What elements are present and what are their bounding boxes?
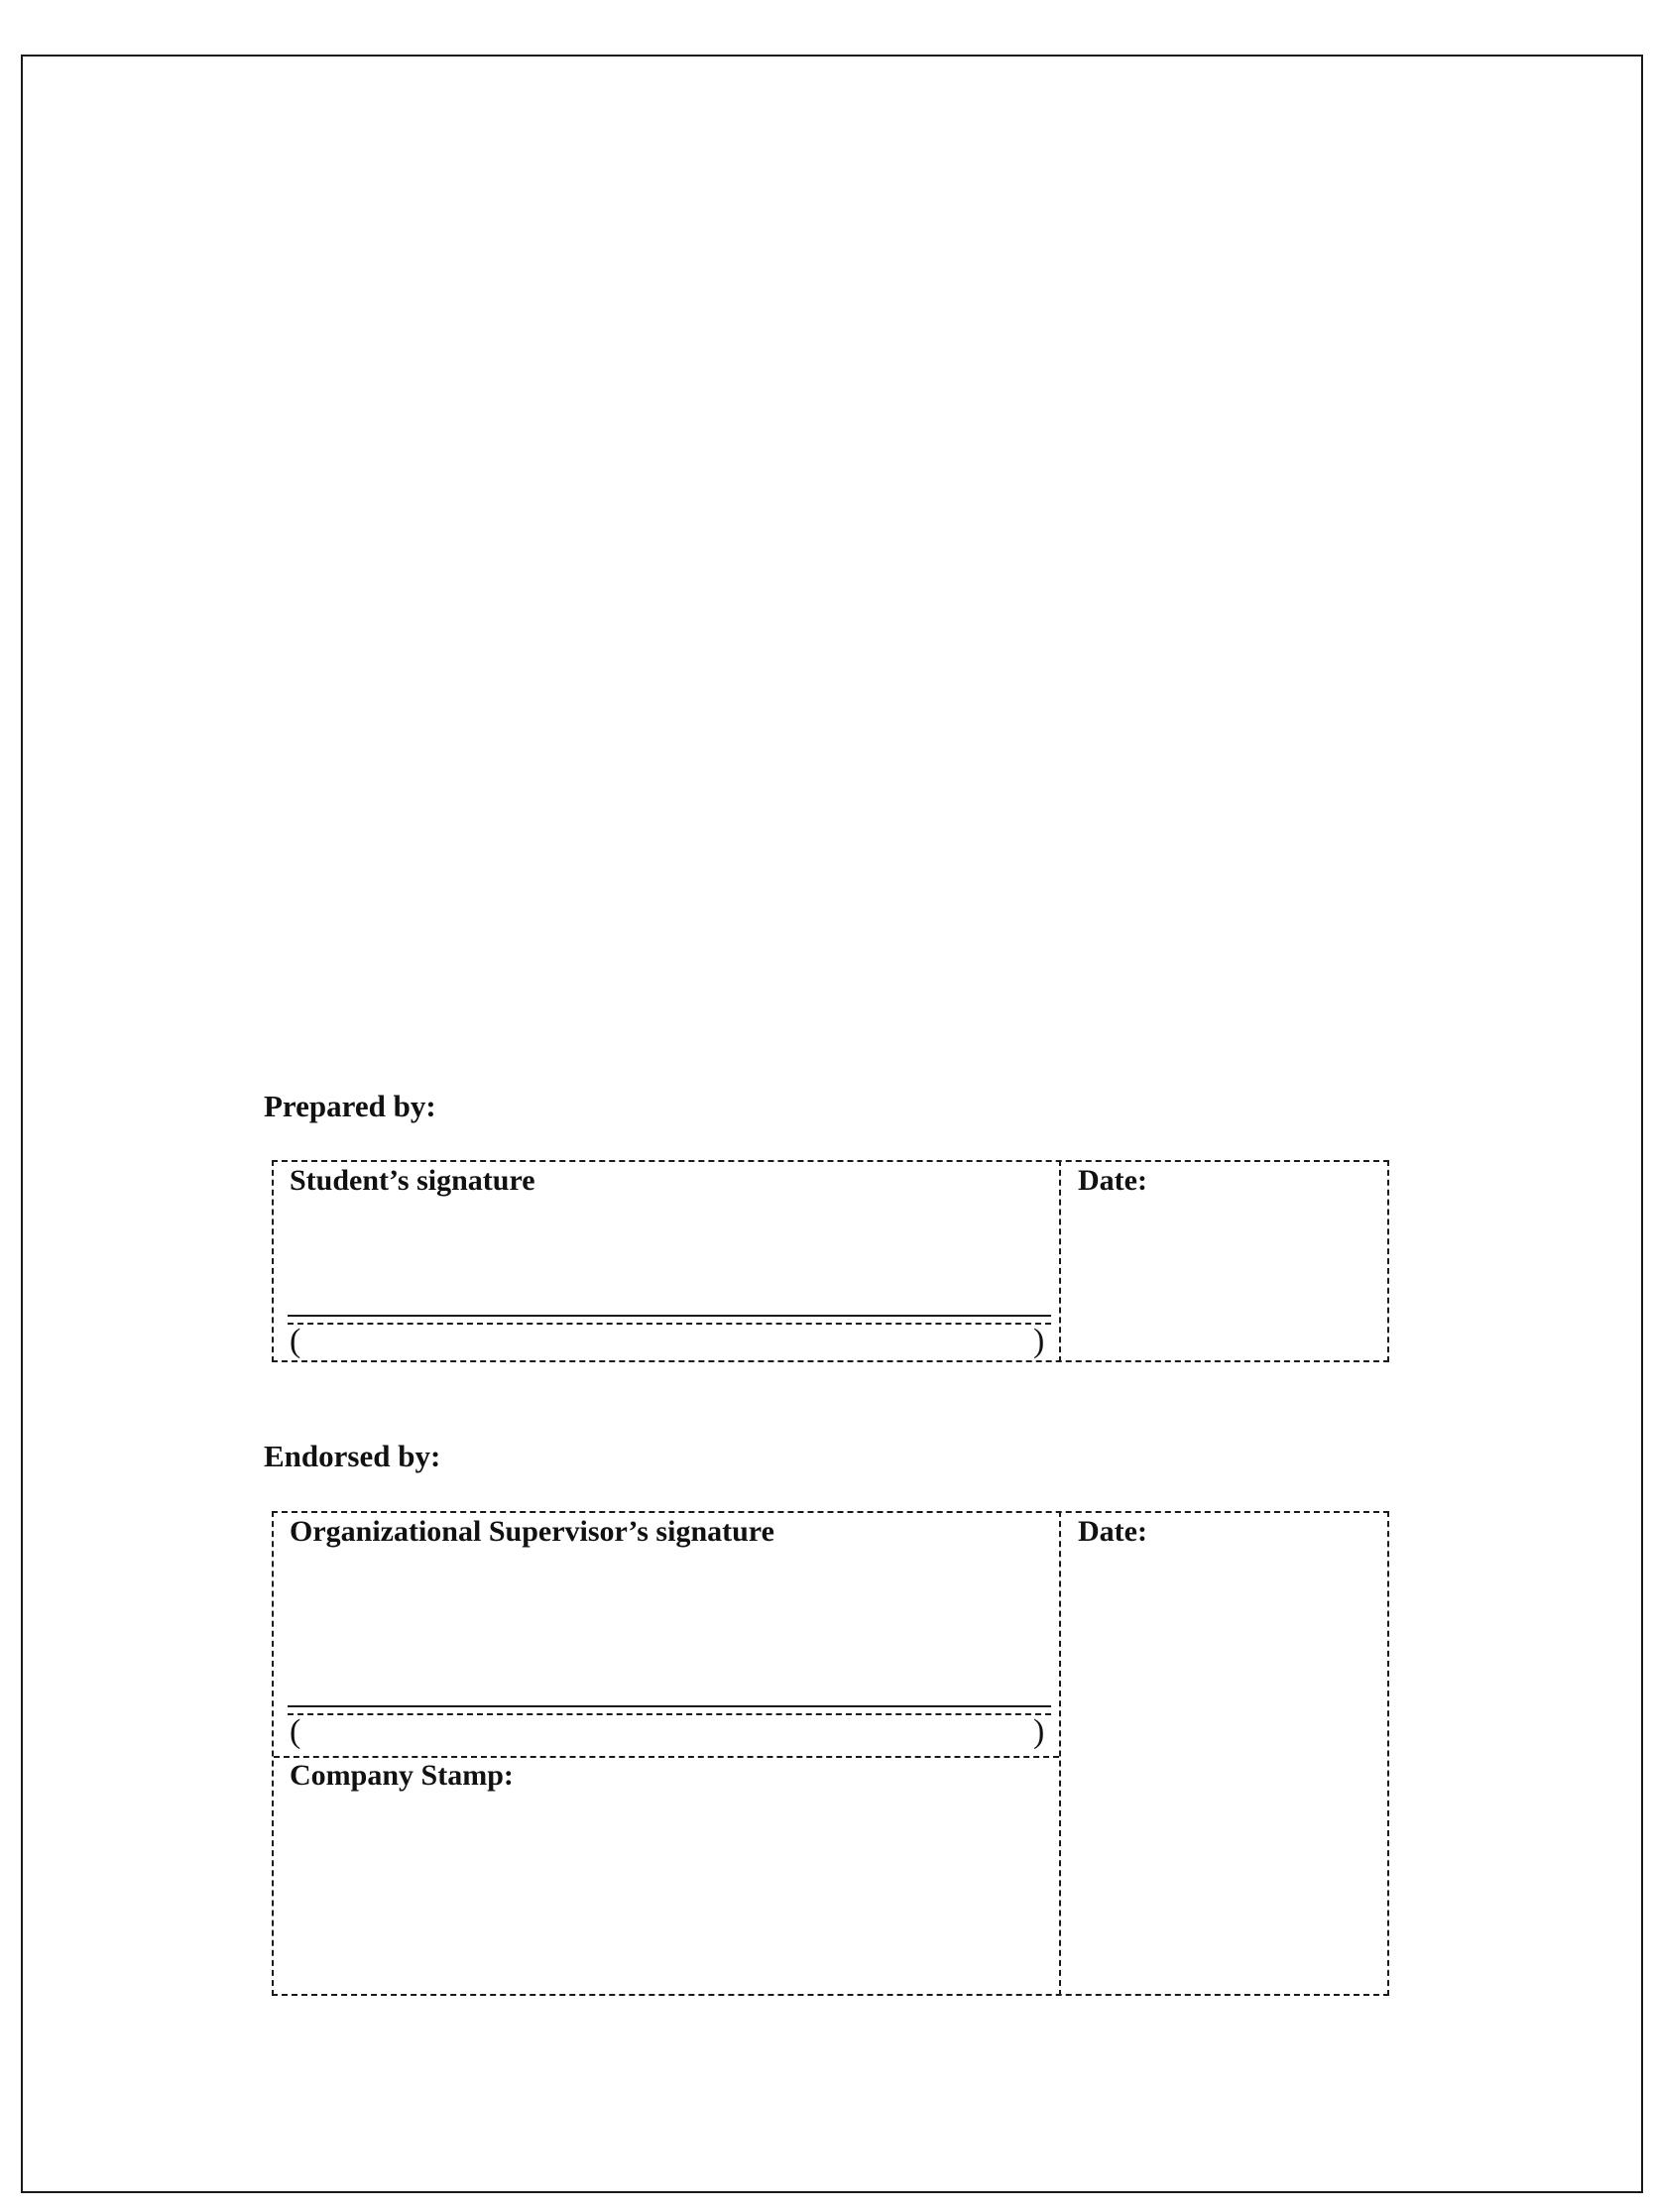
endorsed-name-row-line (288, 1713, 1051, 1715)
company-stamp-label: Company Stamp: (290, 1759, 514, 1792)
endorsed-stamp-separator (274, 1756, 1059, 1758)
prepared-name-row-line (288, 1323, 1051, 1325)
prepared-date-label: Date: (1078, 1164, 1147, 1197)
prepared-name-open-paren: ( (290, 1323, 301, 1359)
endorsed-name-open-paren: ( (290, 1713, 301, 1750)
prepared-name-close-paren: ) (1033, 1323, 1045, 1359)
endorsed-divider (1059, 1511, 1061, 1996)
student-signature-label: Student’s signature (290, 1164, 535, 1197)
endorsed-name-close-paren: ) (1033, 1713, 1045, 1750)
endorsed-date-label: Date: (1078, 1515, 1147, 1548)
supervisor-signature-label: Organizational Supervisor’s signature (290, 1515, 774, 1548)
prepared-by-heading: Prepared by: (264, 1089, 436, 1123)
endorsed-box (272, 1511, 1389, 1996)
endorsed-by-heading: Endorsed by: (264, 1439, 441, 1473)
endorsed-signature-line (288, 1705, 1051, 1707)
prepared-divider (1059, 1160, 1061, 1362)
prepared-signature-line (288, 1315, 1051, 1317)
